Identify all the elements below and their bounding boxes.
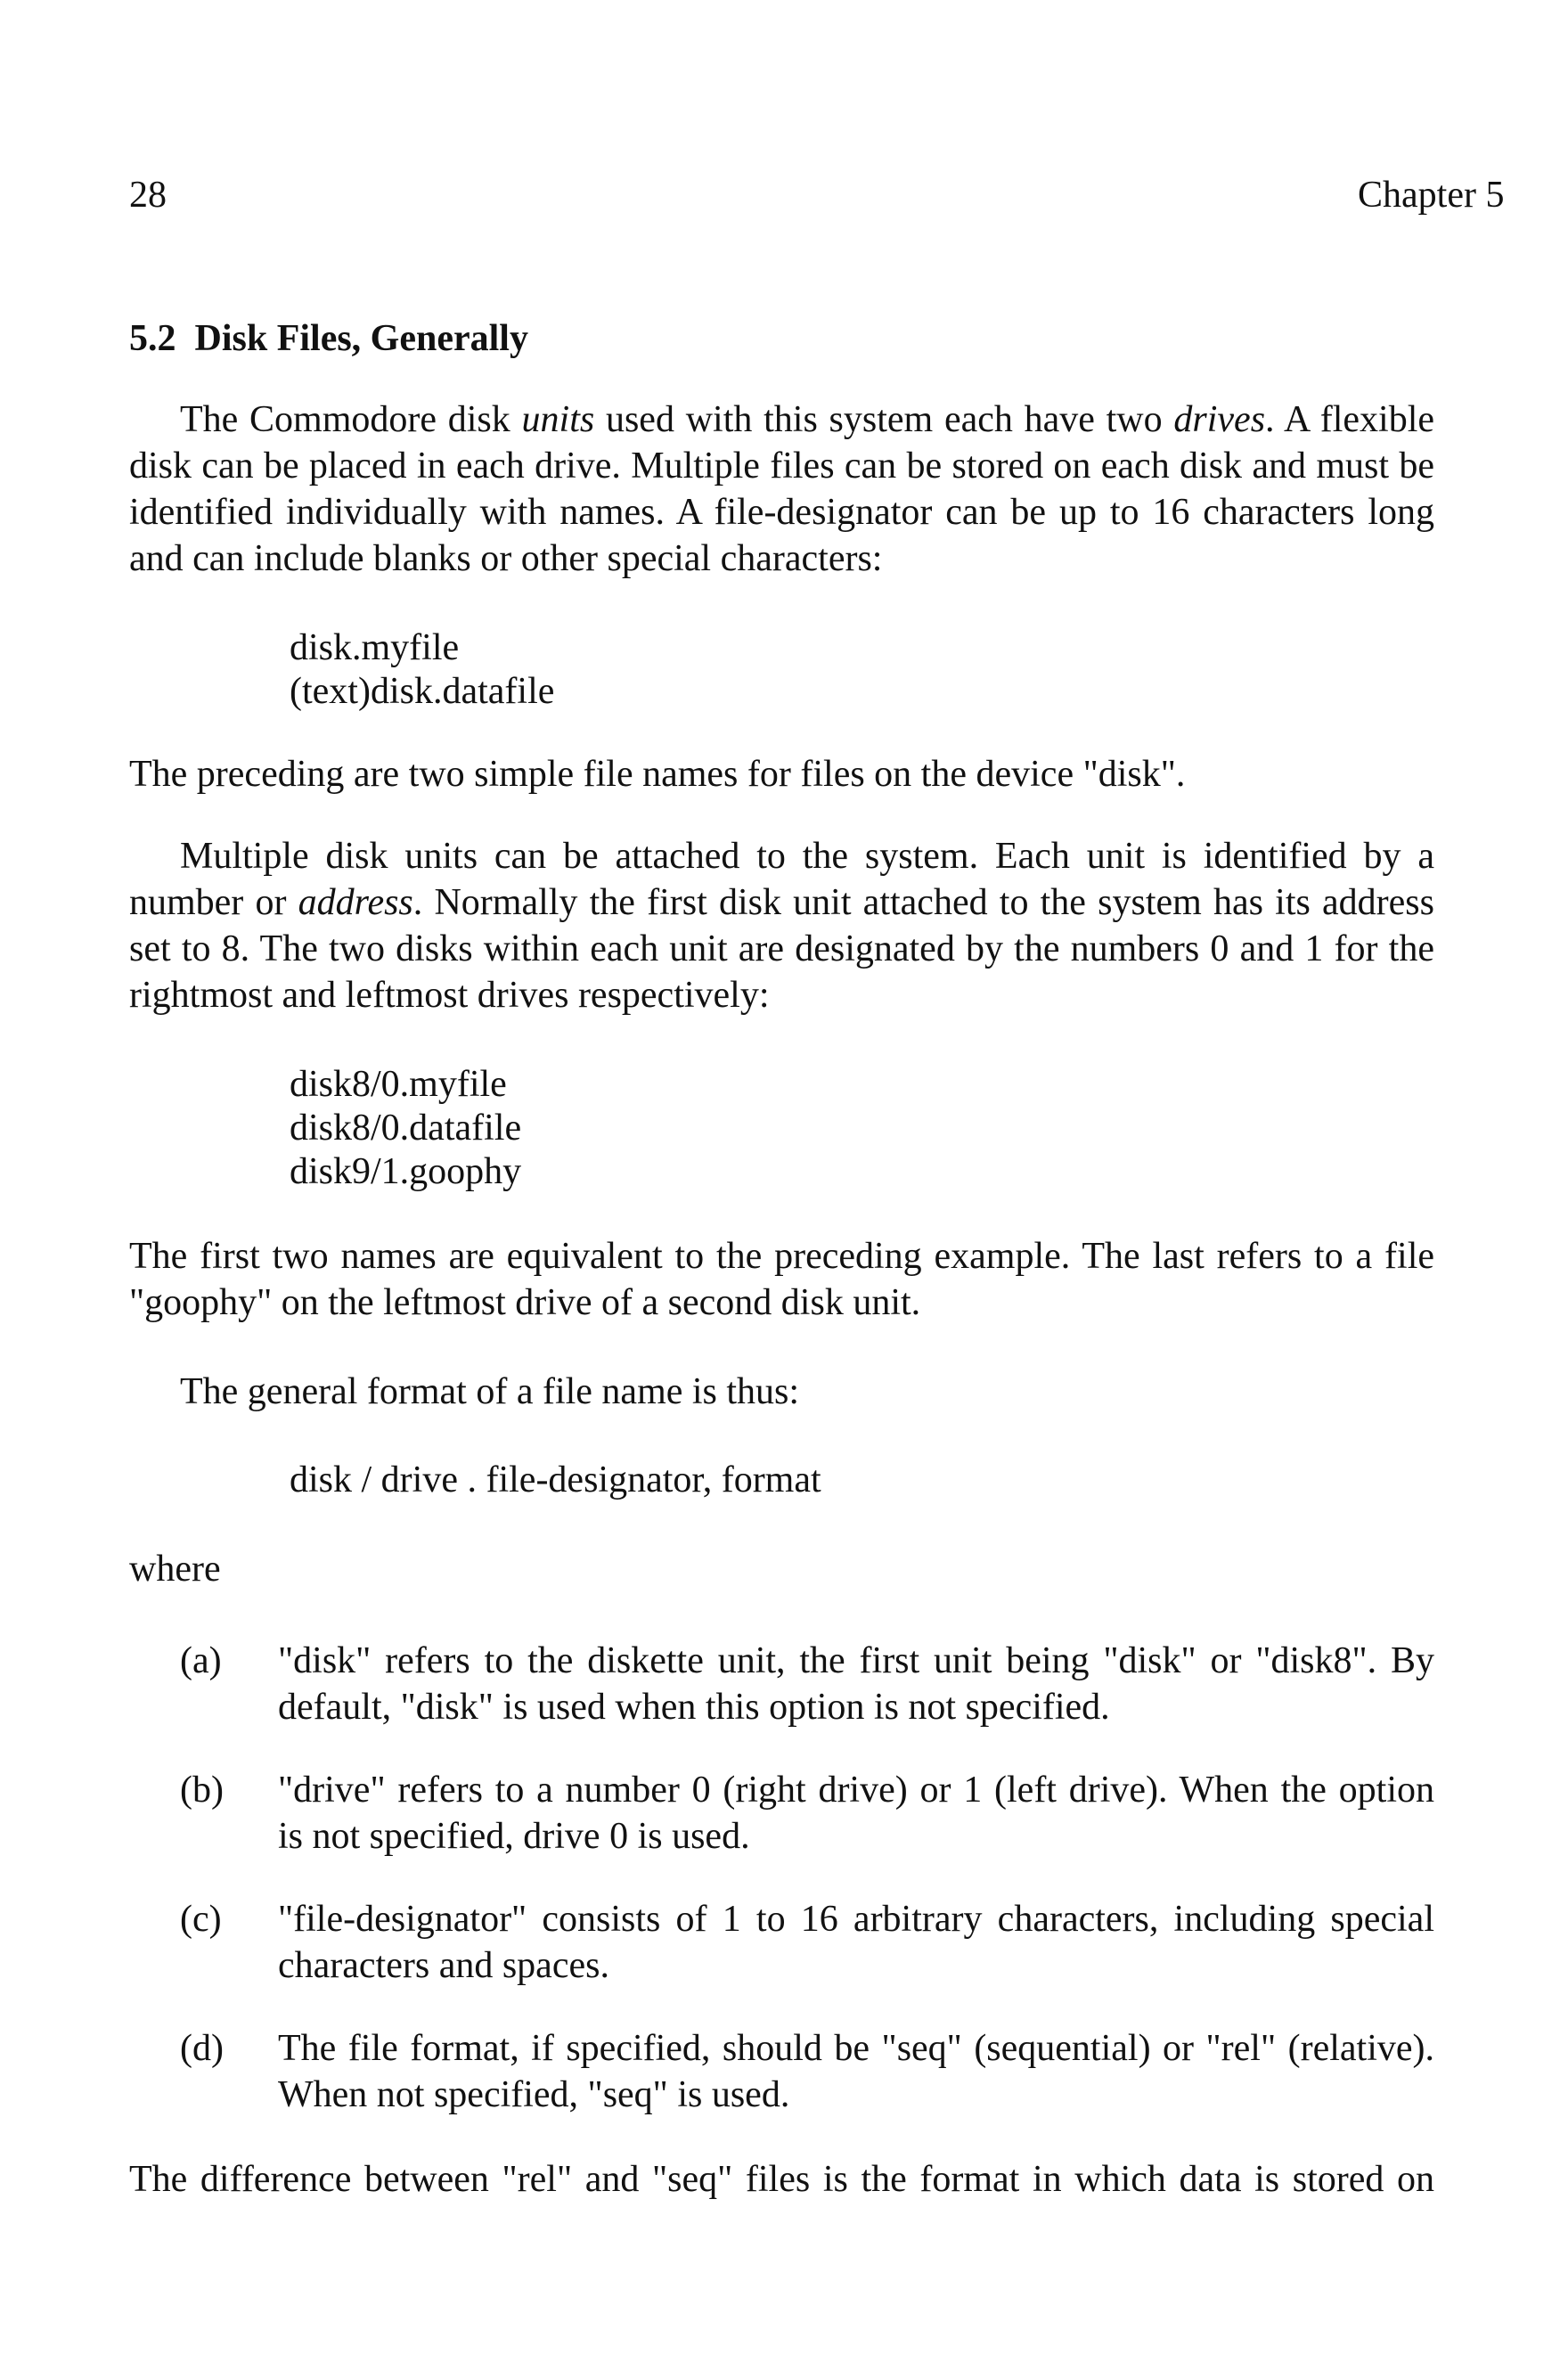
text-run: . Normally the first disk unit attached to the system has its address (412, 882, 1434, 923)
item-line: "file-designator" consists of 1 to 16 arbitrary characters, including special (278, 1899, 1434, 1940)
paragraph-line: disk can be placed in each drive. Multiple files can be stored on each disk and must be (129, 446, 1434, 486)
item-label: (c) (180, 1899, 222, 1940)
text-run: number or (129, 882, 298, 923)
item-line: default, "disk" is used when this option is not specified. (278, 1687, 1110, 1728)
section-heading (129, 317, 528, 360)
paragraph-difference: The difference between "rel" and "seq" files is the format in which data is stored on (129, 2159, 1434, 2200)
paragraph-line: "goophy" on the leftmost drive of a second disk unit. (129, 1282, 921, 1323)
paragraph-line: Multiple disk units can be attached to the system. Each unit is identified by a (180, 836, 1434, 877)
section-number: 5.2 (129, 318, 176, 359)
format-syntax: disk / drive . file-designator, format (290, 1459, 821, 1500)
item-line: characters and spaces. (278, 1945, 609, 1986)
example-line: disk8/0.datafile (290, 1108, 522, 1149)
emphasis-address: address (298, 882, 413, 923)
chapter-label: Chapter 5 (1358, 175, 1505, 216)
page-number: 28 (129, 175, 167, 216)
item-line: The file format, if specified, should be "seq" (sequential) or "rel" (relative). (278, 2028, 1434, 2069)
item-label: (a) (180, 1640, 222, 1681)
paragraph-line: identified individually with names. A file-designator can be up to 16 characters long (129, 492, 1434, 533)
paragraph-line: and can include blanks or other special characters: (129, 538, 883, 579)
example-line: disk.myfile (290, 627, 460, 668)
section-title: Disk Files, Generally (194, 318, 528, 359)
item-line: "disk" refers to the diskette unit, the first unit being "disk" or "disk8". By (278, 1640, 1434, 1681)
paragraph-preceding: The preceding are two simple file names for files on the device "disk". (129, 754, 1186, 795)
emphasis-drives: drives (1173, 399, 1266, 440)
where-label: where (129, 1549, 221, 1590)
item-label: (d) (180, 2028, 224, 2069)
item-line: When not specified, "seq" is used. (278, 2074, 790, 2115)
emphasis-units: units (521, 399, 595, 440)
paragraph-line (129, 401, 1434, 438)
example-line: disk8/0.myfile (290, 1064, 507, 1105)
item-line: "drive" refers to a number 0 (right drive) or 1 (left drive). When the option (278, 1770, 1434, 1811)
paragraph-line: set to 8. The two disks within each unit are designated by the numbers 0 and 1 for the (129, 928, 1434, 969)
paragraph-line (129, 884, 1434, 921)
example-line: disk9/1.goophy (290, 1151, 522, 1192)
paragraph-line: The first two names are equivalent to the preceding example. The last refers to a file (129, 1236, 1434, 1277)
text-run: The Commodore disk (180, 399, 522, 440)
text-run: used with this system each have two (594, 399, 1174, 440)
example-line: (text)disk.datafile (290, 671, 555, 712)
paragraph-general-format: The general format of a file name is thus: (180, 1371, 800, 1412)
text-run: . A flexible (1265, 399, 1435, 440)
paragraph-line: rightmost and leftmost drives respectively: (129, 975, 770, 1016)
item-line: is not specified, drive 0 is used. (278, 1816, 750, 1857)
item-label: (b) (180, 1770, 224, 1811)
